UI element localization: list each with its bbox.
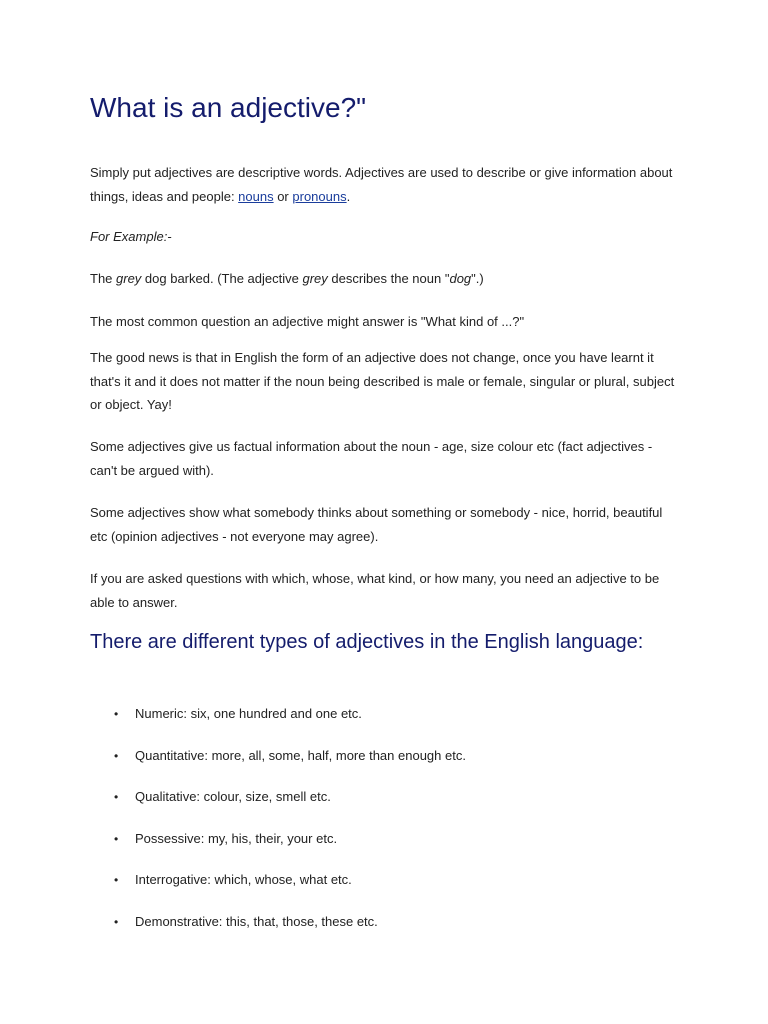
question-paragraph: The most common question an adjective might answer is "What kind of ...?" <box>90 314 525 329</box>
bullet-icon: • <box>114 873 119 887</box>
list-item: • Possessive: my, his, their, your etc. <box>90 827 650 869</box>
adjective-types-list <box>90 702 650 951</box>
fact-adjectives-paragraph: Some adjectives give us factual information about the noun - age, size colour etc (fact adjectives - can't be argued with). <box>90 439 653 478</box>
good-news-paragraph: The good news is that in English the form of an adjective does not change, once you have learnt it that's it and it does not matter if the noun being described is male or female, singular or plural, subject or object. Yay! <box>90 350 675 412</box>
nouns-link[interactable]: nouns <box>238 188 274 204</box>
list-item: • Demonstrative: this, that, those, these etc. <box>90 910 650 952</box>
bullet-icon: • <box>114 914 119 929</box>
intro-paragraph <box>90 161 680 208</box>
bullet-icon: • <box>114 790 119 804</box>
example-sentence: The grey dog barked. (The adjective grey describes the noun "dog".) <box>90 271 484 286</box>
list-item: • Qualitative: colour, size, smell etc. <box>90 785 650 827</box>
bullet-icon: • <box>114 748 119 763</box>
list-item: • Numeric: six, one hundred and one etc. <box>90 702 650 744</box>
pronouns-link[interactable]: pronouns <box>292 188 347 204</box>
list-item: • Interrogative: which, whose, what etc. <box>90 868 650 910</box>
page-title: What is an adjective?" <box>90 92 367 123</box>
intro-text-3: . <box>346 188 351 204</box>
types-heading: There are different types of adjectives in the English language: <box>90 631 644 653</box>
for-example-label: For Example:- <box>90 229 172 244</box>
bullet-icon: • <box>114 831 119 846</box>
list-item: • Quantitative: more, all, some, half, more than enough etc. <box>90 744 650 786</box>
questions-paragraph: If you are asked questions with which, whose, what kind, or how many, you need an adjective to be able to answer. <box>90 571 660 610</box>
opinion-adjectives-paragraph: Some adjectives show what somebody thinks about something or somebody - nice, horrid, beautiful etc (opinion adjectives - not everyone may agree). <box>90 505 663 544</box>
intro-text-2: or <box>273 188 293 204</box>
intro-text-1: Simply put adjectives are descriptive words. Adjectives are used to describe or give information about things, ideas and people: <box>90 165 673 204</box>
bullet-icon: • <box>114 707 119 721</box>
